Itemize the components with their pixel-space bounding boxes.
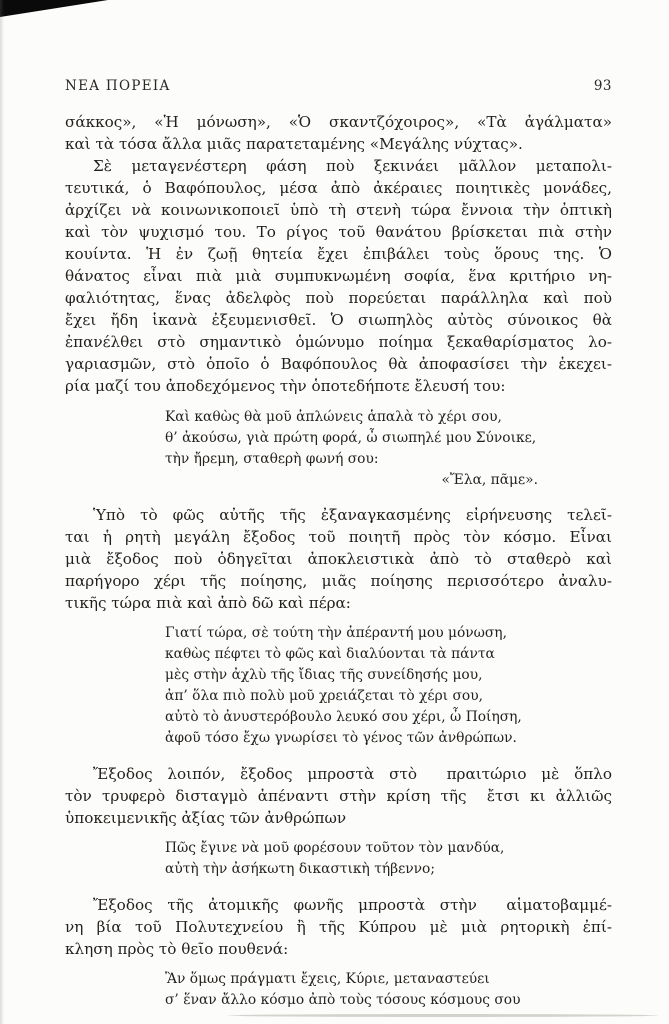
paragraph bbox=[65, 504, 612, 614]
text-line: αὐτὸ τὸ ἀνυστερόβουλο λευκό σου χέρι, ὦ Ποίηση, bbox=[165, 709, 522, 725]
text-line: αὐτὴ τὴν ἀσήκωτη δικαστικὴ τήβεννο; bbox=[165, 861, 435, 877]
text-line: ἀπ’ ὅλα πιὸ πολὺ μοῦ χρειάζεται τὸ χέρι σου, bbox=[165, 688, 483, 704]
verse-quote bbox=[165, 623, 612, 749]
text-line: ὑποκειμενικῆς ἀξίας τῶν ἀνθρώπων bbox=[65, 809, 347, 827]
page-content bbox=[65, 78, 612, 1024]
verse-closing-line: «Ἔλα, πᾶμε». bbox=[441, 472, 538, 488]
text-line: τικῆς τώρα πιὰ καὶ ἀπὸ δῶ καὶ πέρα: bbox=[65, 594, 351, 612]
text-line: γαριασμῶν, στὸ ὁποῖο ὁ Βαφόπουλος θὰ ἀποφασίσει τὴν ἐκεχει- bbox=[65, 355, 612, 373]
text-line: φαλιότητας, ἕνας ἀδελφὸς ποὺ πορεύεται παράλληλα καὶ ποὺ bbox=[65, 289, 612, 307]
scan-bottom-shadow bbox=[228, 1014, 658, 1017]
text-line: ἐπανέλθει στὸ σημαντικὸ ὁμώνυμο ποίημα ξεκαθαρίσματος λο- bbox=[65, 333, 612, 351]
text-line: Σὲ μεταγενέστερη φάση ποὺ ξεκινάει μᾶλλον μεταπολι- bbox=[93, 157, 612, 175]
text-line: κουίντα. Ἡ ἐν ζωῇ θητεία ἔχει ἐπιβάλει τοὺς ὅρους της. Ὁ bbox=[65, 245, 612, 263]
text-line: Καὶ καθὼς θὰ μοῦ ἁπλώνεις ἁπαλὰ τὸ χέρι σου, bbox=[165, 409, 502, 425]
text-line: νη βία τοῦ Πολυτεχνείου ἢ τῆς Κύπρου μὲ μιὰ ρητορικὴ ἐπί- bbox=[65, 918, 612, 936]
journal-title: ΝΕΑ ΠΟΡΕΙΑ bbox=[65, 78, 171, 94]
text-line: Ἔξοδος τῆς ἀτομικῆς φωνῆς μπροστὰ στὴν αἱματοβαμμέ- bbox=[93, 896, 612, 914]
text-line: τὸν τρυφερὸ δισταγμὸ ἀπέναντι στὴν κρίση τῆς ἔτσι κι ἀλλιῶς bbox=[65, 787, 612, 805]
paragraph-continuation bbox=[65, 111, 612, 155]
text-line: ἔχει ἤδη ἱκανὰ ἐξευμενισθεῖ. Ὁ σιωπηλὸς αὐτὸς σύνοικος θὰ bbox=[65, 311, 612, 329]
text-line: μὲς στὴν ἀχλὺ τῆς ἴδιας τῆς συνείδησής μου, bbox=[165, 667, 483, 683]
text-line: Πῶς ἔγινε νὰ μοῦ φορέσουν τοῦτον τὸν μανδύα, bbox=[165, 840, 505, 856]
verse-quote bbox=[165, 838, 612, 880]
text-line: καὶ τὸν ψυχισμό του. Το ρίγος τοῦ θανάτου βρίσκεται πιὰ στὴν bbox=[65, 223, 612, 241]
text-line: θάνατος εἶναι πιὰ μιὰ συμπυκνωμένη σοφία, ἕνα κριτήριο νη- bbox=[65, 267, 612, 285]
text-line: παρήγορο χέρι τῆς ποίησης, μιᾶς ποίησης περισσότερο ἀναλυ- bbox=[65, 572, 612, 590]
verse-lines bbox=[165, 407, 612, 470]
text-line: κληση πρὸς τὸ θεῖο πουθενά: bbox=[65, 940, 289, 958]
text-line: Γιατί τώρα, σὲ τούτη τὴν ἀπέραντή μου μόνωση, bbox=[165, 625, 507, 641]
text-line: τευτικά, ὁ Βαφόπουλος, μέσα ἀπὸ ἀκέραιες ποιητικὲς μονάδες, bbox=[65, 179, 612, 197]
text-line: σάκκος», «Ἡ μόνωση», «Ὁ σκαντζόχοιρος», «Τὰ ἀγάλματα» bbox=[65, 113, 612, 131]
text-line: μιὰ ἔξοδος ποὺ ὁδηγεῖται ἀποκλειστικὰ ἀπὸ τὸ σταθερὸ καὶ bbox=[65, 550, 612, 568]
text-line: καὶ τὰ τόσα ἄλλα μιᾶς παρατεταμένης «Μεγάλης νύχτας». bbox=[65, 135, 523, 153]
text-line: Ὑπὸ τὸ φῶς αὐτῆς τῆς ἐξαναγκασμένης εἰρήνευσης τελεῖ- bbox=[93, 506, 612, 524]
scan-edge-shadow bbox=[0, 0, 4, 1024]
text-line: σ’ ἕναν ἄλλο κόσμο ἀπὸ τοὺς τόσους κόσμους σου bbox=[165, 992, 521, 1008]
page-number: 93 bbox=[593, 78, 612, 94]
text-line: ται ἡ ρητὴ μεγάλη ἔξοδος τοῦ ποιητῆ πρὸς τὸν κόσμο. Εἶναι bbox=[65, 528, 612, 546]
paragraph bbox=[65, 155, 612, 397]
text-line: Ἂν ὅμως πράγματι ἔχεις, Κύριε, μεταναστεύει bbox=[165, 971, 490, 987]
text-line: καθὼς πέφτει τὸ φῶς καὶ διαλύονται τὰ πάντα bbox=[165, 646, 495, 662]
verse-quote bbox=[165, 407, 612, 491]
text-line: θ’ ἀκούσω, γιὰ πρώτη φορά, ὦ σιωπηλέ μου Σύνοικε, bbox=[165, 430, 537, 446]
paragraph bbox=[65, 894, 612, 960]
text-line: τὴν ἤρεμη, σταθερὴ φωνή σου: bbox=[165, 451, 379, 467]
running-header bbox=[65, 78, 612, 94]
text-line: ρία μαζί του ἀποδεχόμενος τὴν ὁποτεδήποτε ἔλευσή του: bbox=[65, 377, 506, 395]
scan-corner-artifact bbox=[0, 0, 108, 17]
verse-quote bbox=[165, 969, 612, 1011]
text-line: Ἔξοδος λοιπόν, ἔξοδος μπροστὰ στὸ πραιτώριο μὲ ὅπλο bbox=[93, 765, 612, 783]
body-text bbox=[65, 111, 612, 1011]
text-line: ἀρχίζει νὰ κοινωνικοποιεῖ ὑπὸ τὴ στενὴ τώρα ἔννοια τὴν ὀπτικὴ bbox=[65, 201, 612, 219]
paragraph bbox=[65, 763, 612, 829]
text-line: ἀφοῦ τόσο ἔχω γνωρίσει τὸ γένος τῶν ἀνθρώπων. bbox=[165, 730, 517, 746]
